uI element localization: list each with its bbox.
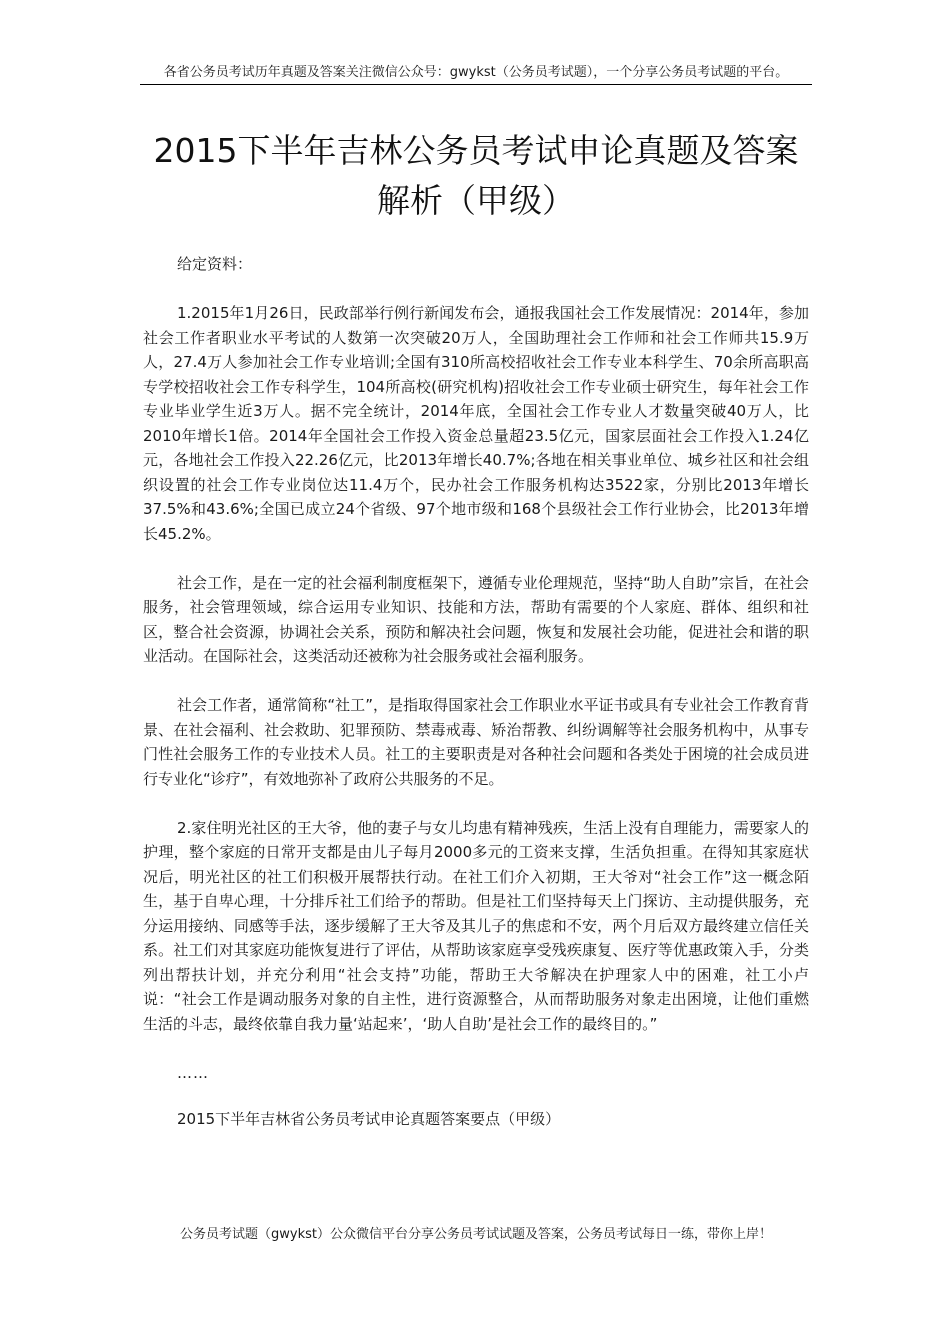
paragraph-social-work-definition: 社会工作，是在一定的社会福利制度框架下，遵循专业伦理规范，坚持“助人自助”宗旨，在社会服务，社会管理领域，综合运用专业知识、技能和方法，帮助有需要的个人家庭、群体、组织和社区，整合社会资源，协调社会关系，预防和解决社会问题，恢复和发展社会功能，促进社会和谐的职业活动。在国际社会，这类活动还被称为社会服务或社会福利服务。 — [143, 573, 809, 665]
answer-summary-heading: 2015下半年吉林省公务员考试申论真题答案要点（甲级） — [177, 1110, 561, 1128]
paragraph-material-1: 1.2015年1月26日，民政部举行例行新闻发布会，通报我国社会工作发展情况：2014年，参加社会工作者职业水平考试的人数第一次突破20万人，全国助理社会工作师和社会工作师共15.9万人，27.4万人参加社会工作专业培训;全国有310所高校招收社会工作专业本科学生、70余所高职高专学校招收社会工作专科学生，104所高校(研究机构)招收社会工作专业硕士研究生，每年社会工作专业毕业学生近3万人。据不完全统计，2014年底，全国社会工作专业人才数量突破40万人，比2010年增长1倍。2014年全国社会工作投入资金总量超23.5亿元，国家层面社会工作投入1.24亿元，各地社会工作投入22.26亿元，比2013年增长40.7%;各地在相关事业单位、城乡社区和社会组织设置的社会工作专业岗位达11.4万个，民办社会工作服务机构达3522家，分别比2013年增长37.5%和43.6%;全国已成立24个省级、97个地市级和168个县级社会工作行业协会，比2013年增长45.2%。 — [143, 304, 809, 543]
paragraph-social-worker-definition: 社会工作者，通常简称“社工”，是指取得国家社会工作职业水平证书或具有专业社会工作教育背景、在社会福利、社会救助、犯罪预防、禁毒戒毒、矫治帮教、纠纷调解等社会服务机构中，从事专门性社会服务工作的专业技术人员。社工的主要职责是对各种社会问题和各类处于困境的社会成员进行专业化“诊疗”，有效地弥补了政府公共服务的不足。 — [143, 696, 809, 788]
page-header — [140, 64, 812, 85]
document-title: 2015下半年吉林公务员考试申论真题及答案解析（甲级） — [153, 131, 799, 220]
header-text: 各省公务员考试历年真题及答案关注微信公众号：gwykst（公务员考试题），一个分享公务员考试题的平台。 — [163, 65, 789, 80]
materials-label: 给定资料： — [177, 255, 253, 273]
ellipsis: …… — [177, 1063, 209, 1082]
paragraph-material-2: 2.家住明光社区的王大爷，他的妻子与女儿均患有精神残疾，生活上没有自理能力，需要家人的护理，整个家庭的日常开支都是由儿子每月2000多元的工资来支撑，生活负担重。在得知其家庭状况后，明光社区的社工们积极开展帮扶行动。在社工们介入初期，王大爷对“社会工作”这一概念陌生，基于自卑心理，十分排斥社工们给予的帮助。但是社工们坚持每天上门探访、主动提供服务，充分运用接纳、同感等手法，逐步缓解了王大爷及其儿子的焦虑和不安，两个月后双方最终建立信任关系。社工们对其家庭功能恢复进行了评估，从帮助该家庭享受残疾康复、医疗等优惠政策入手，分类列出帮扶计划，并充分利用“社会支持”功能，帮助王大爷解决在护理家人中的困难，社工小卢说：“社会工作是调动服务对象的自主性，进行资源整合，从而帮助服务对象走出困境，让他们重燃生活的斗志，最终依靠自我力量‘站起来’，‘助人自助’是社会工作的最终目的。” — [143, 818, 809, 1033]
footer-text: 公务员考试题（gwykst）公众微信平台分享公务员考试试题及答案，公务员考试每日一练，带你上岸！ — [180, 1227, 772, 1242]
document-body — [143, 252, 809, 1132]
page-footer — [140, 1226, 812, 1244]
